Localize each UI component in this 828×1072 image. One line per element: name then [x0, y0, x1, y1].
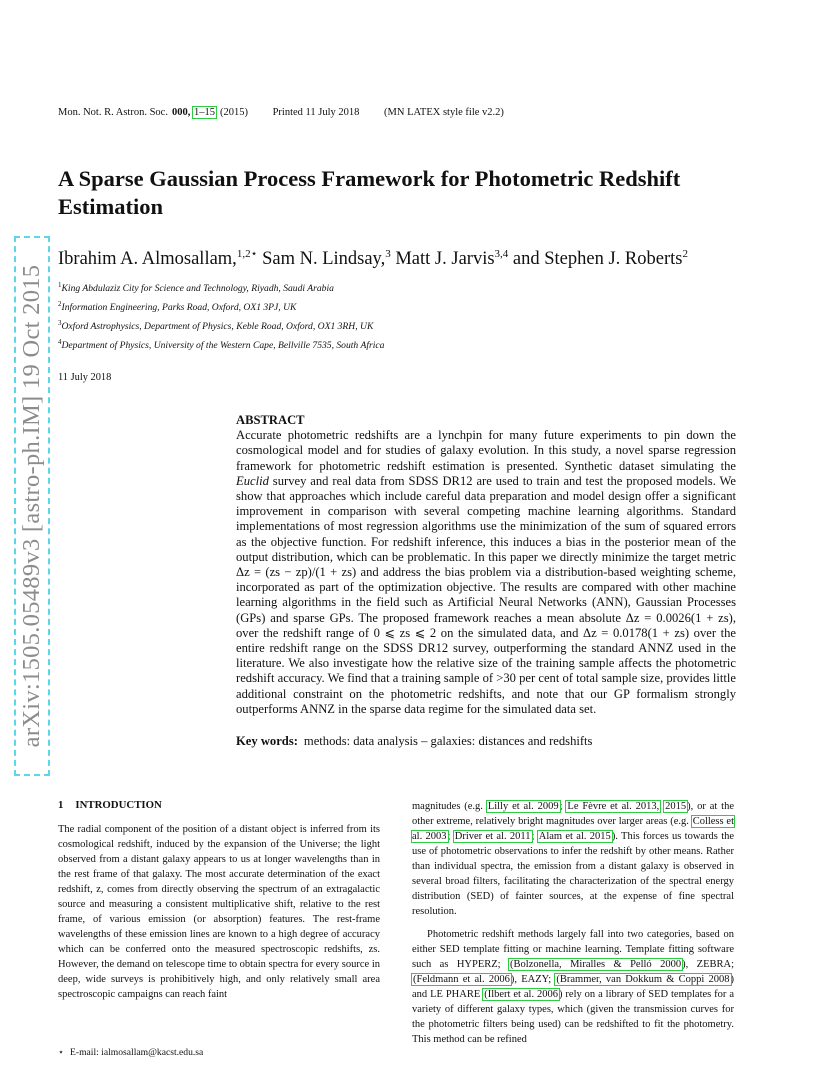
abstract-heading: ABSTRACT [236, 413, 305, 427]
affiliations [58, 278, 384, 354]
printed-date: Printed 11 July 2018 [272, 107, 360, 118]
footnote-symbol: ⋆ [58, 1047, 65, 1058]
citation-link[interactable]: Driver et al. 2011 [454, 831, 531, 842]
citation-link[interactable]: Lilly et al. 2009 [487, 801, 559, 812]
author-3-sup: 3,4 [494, 248, 509, 260]
keywords-text: methods: data analysis – galaxies: distances and redshifts [303, 734, 593, 748]
year: (2015) [219, 107, 248, 118]
citation-link[interactable]: (Bolzonella, Miralles & Pelló 2000 [510, 959, 682, 970]
left-column [58, 822, 380, 1002]
keywords-label: Key words: [236, 734, 298, 748]
affiliation-4: $^4$Department of Physics, University of the Western Cape, Bellville 7535, South Africa [58, 337, 385, 352]
affiliation-2: $^2$Information Engineering, Parks Road, Oxford, OX1 3PJ, UK [58, 299, 297, 314]
section-heading [58, 799, 162, 811]
abstract-text: Accurate photometric redshifts are a lynchpin for many future experiments to pin down the cosmological model and for studies of galaxy evolution. In this study, a novel sparse regression framework for photometric redshift estimation is presented. Synthetic dataset simulating the Euclid survey and real data from SDSS DR12 are used to train and test the proposed models. We show that approaches which include careful data preparation and model design offer a significant improvement in comparison with several competing machine learning algorithms. Standard implementations of most regression algorithms use the minimization of the sum of squared errors as the objective function. For redshift inference, this induces a bias in the posterior mean of the output distribution, which can be problematic. In this paper we directly minimize the target metric Δz = (zs − zp)/(1 + zs) and address the bias problem via a distribution-based weighting scheme, incorporated as part of the optimization objective. The results are compared with other machine learning algorithms in the field such as Artificial Neural Networks (ANN), Gaussian Processes (GPs) and sparse GPs. The proposed framework reaches a mean absolute Δz = 0.0026(1 + zs), over the redshift range of 0 ⩽ zs ⩽ 2 on the simulated data, and Δz = 0.0178(1 + zs) over the entire redshift range on the SDSS DR12 survey, outperforming the standard ANNZ used in the literature. We also investigate how the relative size of the training sample affects the photometric redshift accuracy. We find that a training sample of >30 per cent of total sample size, provides little additional constraint on the photometric redshifts, and note that our GP formalism strongly outperforms ANNZ in the sparse data regime for the simulated data set. [236, 428, 736, 716]
style-file: (MN LATEX style file v2.2) [384, 107, 504, 118]
affiliation-1: $^1$King Abdulaziz City for Science and Technology, Riyadh, Saudi Arabia [58, 281, 334, 295]
citation-link[interactable]: Le Fèvre et al. 2013, [567, 801, 660, 812]
author-2: Sam N. Lindsay, [262, 249, 386, 270]
author-1: Ibrahim A. Almosallam, [58, 249, 237, 270]
author-4-sup: 2 [682, 248, 688, 260]
volume: 000, [171, 107, 191, 118]
journal-name: Mon. Not. R. Astron. Soc. [58, 107, 168, 118]
section-number: 1 [58, 799, 64, 811]
citation-link[interactable]: Colless et al. 2003 [412, 816, 735, 842]
abstract [236, 413, 736, 717]
citation-link[interactable]: (Feldmann et al. 2006 [413, 974, 510, 985]
author-list [58, 247, 688, 270]
arxiv-stamp[interactable] [14, 236, 50, 776]
section-title: INTRODUCTION [75, 799, 162, 811]
citation-link[interactable]: Alam et al. 2015 [538, 831, 611, 842]
citation-link[interactable]: (Ilbert et al. 2006 [484, 989, 558, 1000]
keywords [236, 734, 736, 749]
footnote [58, 1047, 203, 1058]
intro-paragraph-2: magnitudes (e.g. Lilly et al. 2009; Le Fèvre et al. 2013, 2015), or at the other extreme, relatively bright magnitudes over larger areas (e.g. Colless et al. 2003; Driver et al. 2011; Alam et al. 2015). This forces us towards the use of photometric observations to infer the redshift by other means. Rather than individual spectra, the emission from a distant galaxy is observed in several broad filters, facilitating the characterization of the spectral energy distribution (SED) of fainter sources, at the expense of fine spectral resolution. [412, 801, 735, 917]
footnote-email: E-mail: ialmosallam@kacst.edu.sa [70, 1047, 204, 1058]
author-1-sup: 1,2⋆ [236, 248, 258, 260]
intro-paragraph-1: The radial component of the position of a distant object is inferred from its cosmological redshift, induced by the expansion of the Universe; the light observed from a distant galaxy appears to us at longer wavelengths than in the rest frame of that galaxy. The most accurate determination of the exact redshift, z, comes from directly observing the spectrum of an extragalactic source and measuring a consistent multiplicative shift, relative to the rest frame, of various emission (or absorption) features. The rest-frame wavelengths of these emission lines are known to a high degree of accuracy which can be conferred onto the measured spectroscopic redshifts, zs. However, the demand on telescope time to obtain spectra for every source in deep, wide surveys is prohibitively high, and only relatively small area spectroscopic campaigns can reach faint [58, 824, 380, 1000]
author-3: Matt J. Jarvis [395, 249, 495, 270]
intro-paragraph-3: Photometric redshift methods largely fall into two categories, based on either SED template fitting or machine learning. Template fitting software such as HYPERZ; (Bolzonella, Miralles & Pelló 2000), ZEBRA; (Feldmann et al. 2006), EAZY; (Brammer, van Dokkum & Coppi 2008) and LE PHARE (Ilbert et al. 2006) rely on a library of SED templates for a variety of different galaxy types, which (given the transmission curves for the photometric filters being used) can be redshifted to fit the photometry. This method can be refined [412, 929, 735, 1045]
paper-date: 11 July 2018 [58, 372, 112, 383]
author-2-sup: 3 [385, 248, 391, 260]
author-4: and Stephen J. Roberts [512, 249, 683, 270]
running-header [58, 107, 508, 118]
citation-link[interactable]: (Brammer, van Dokkum & Coppi 2008 [556, 974, 730, 985]
pages-link[interactable]: 1–15 [193, 107, 215, 118]
right-column [412, 799, 734, 1047]
arxiv-id: arXiv:1505.05489v3 [astro-ph.IM] 19 Oct 2015 [18, 264, 45, 748]
affiliation-3: $^3$Oxford Astrophysics, Department of Physics, Keble Road, Oxford, OX1 3RH, UK [58, 318, 374, 333]
paper-title: A Sparse Gaussian Process Framework for Photometric Redshift Estimation [58, 166, 681, 219]
citation-link[interactable]: 2015 [665, 801, 687, 812]
